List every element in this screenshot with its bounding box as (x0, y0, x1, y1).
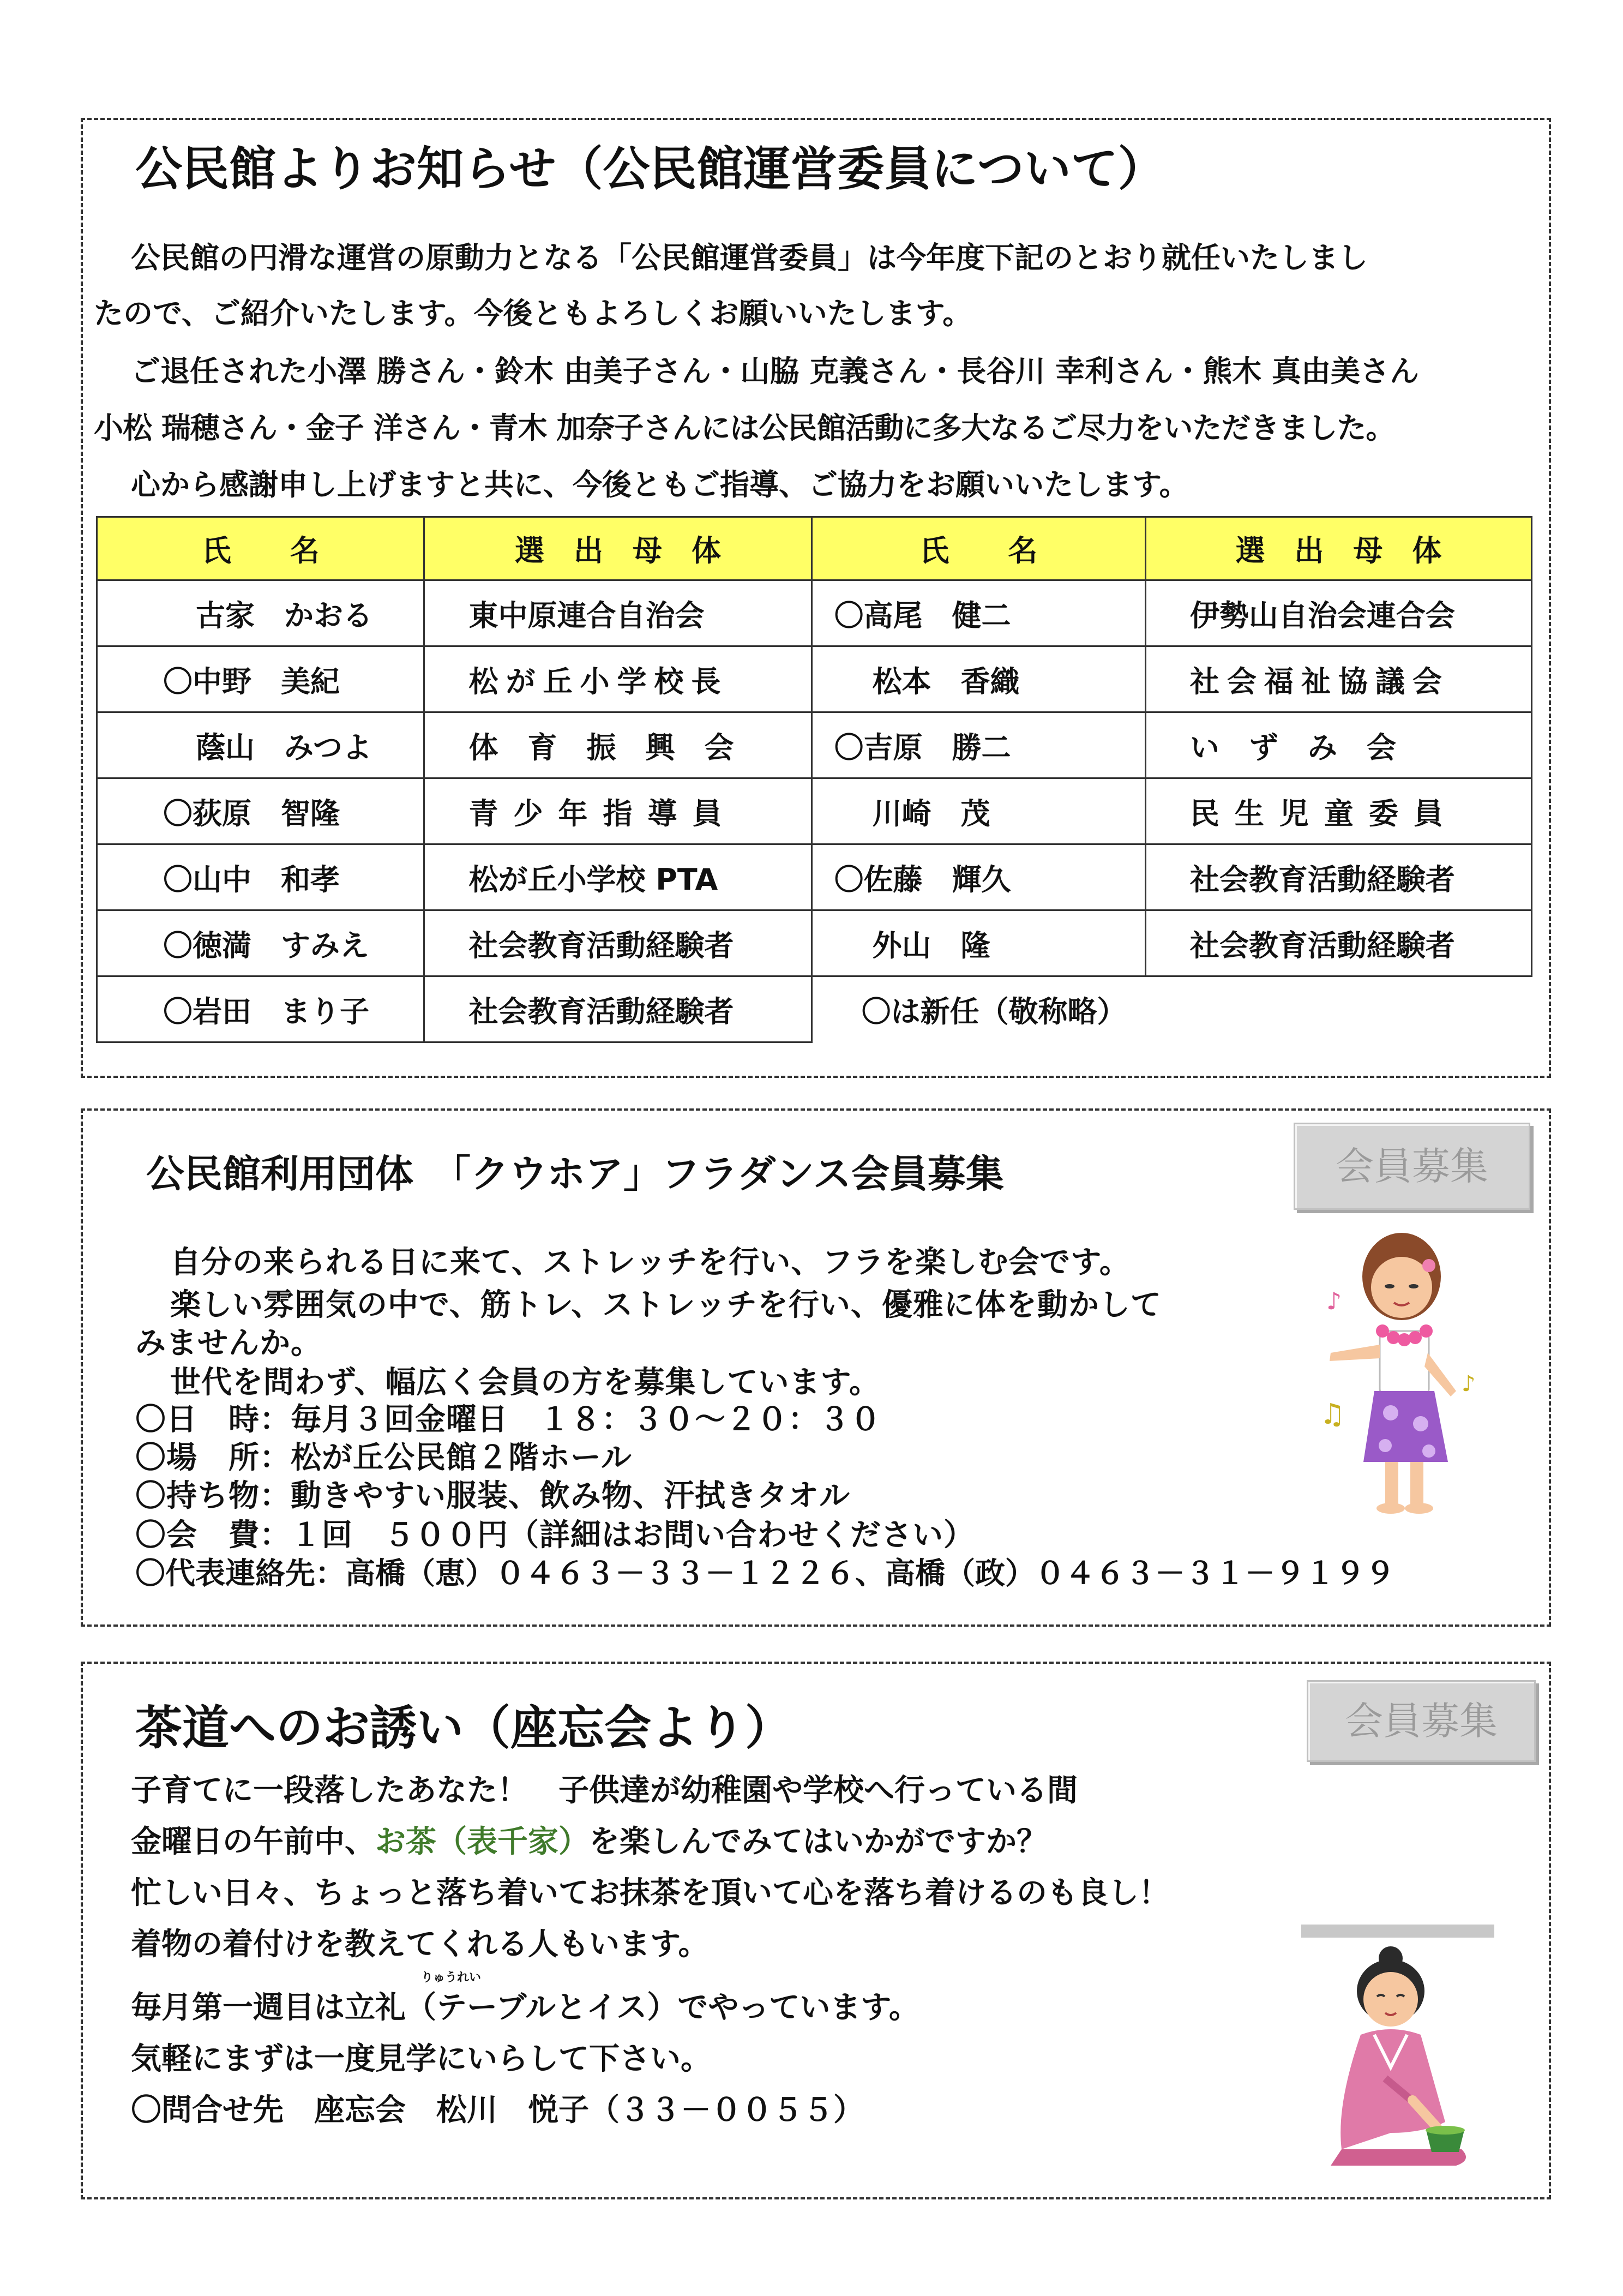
member-name: 〇岩田 まり子 (97, 976, 424, 1042)
svg-text:♪: ♪ (1326, 1287, 1342, 1315)
member-name: 外山 隆 (812, 910, 1145, 976)
member-org: 松が丘小学校 PTA (424, 844, 812, 910)
member-org: 体 育 振 興 会 (424, 712, 812, 778)
member-org: 社会教育活動経験者 (1145, 910, 1531, 976)
tea-illustration-shelf (1301, 1925, 1494, 1938)
member-name: 川崎 茂 (812, 778, 1145, 844)
member-name: 蔭山 みつよ (97, 712, 424, 778)
hula-place: 〇場 所：松が丘公民館２階ホール (135, 1440, 632, 1476)
tea-line-2 (131, 1818, 1047, 1861)
member-name: 古家 かおる (97, 580, 424, 646)
table-note-cell: 〇は新任（敬称略） (812, 976, 1531, 1042)
member-org: 社会教育活動経験者 (424, 976, 812, 1042)
tea-line-5: 毎月第一週目は立礼（テーブルとイス）でやっています。 (131, 1990, 919, 2025)
member-name: 〇吉原 勝二 (812, 712, 1145, 778)
tea-line-1: 子育てに一段落したあなた！ 子供達が幼稚園や学校へ行っている間 (131, 1773, 1078, 1808)
table-row (97, 580, 1532, 646)
hula-title: 公民館利用団体 「クウホア」フラダンス会員募集 (146, 1152, 1004, 1196)
svg-text:♪: ♪ (1462, 1371, 1476, 1396)
tea-line-6: 気軽にまずは一度見学にいらして下さい。 (131, 2041, 711, 2077)
tea-line-2-post: を楽しんでみてはいかがですか？ (589, 1824, 1047, 1860)
notice-paragraph-line-2: たので、ご紹介いたします。今後ともよろしくお願いいたします。 (94, 296, 972, 331)
hula-dancer-illustration (1298, 1227, 1483, 1533)
tea-line-4: 着物の着付けを教えてくれる人もいます。 (131, 1927, 709, 1962)
table-header-row (97, 517, 1532, 580)
hula-recruit-badge: 会員募集 (1294, 1123, 1530, 1210)
member-org: 松が丘小学校長 (424, 646, 812, 712)
notice-paragraph-line-3: ご退任された小澤 勝さん・鈴木 由美子さん・山脇 克義さん・長谷川 幸利さん・熊木 真由美さん (131, 354, 1419, 388)
header-name-1: 氏 名 (97, 517, 424, 580)
notice-paragraph-line-1: 公民館の円滑な運営の原動力となる「公民館運営委員」は今年度下記のとおり就任いたしまし (131, 241, 1368, 275)
table-row (97, 844, 1532, 910)
header-org-2: 選 出 母 体 (1145, 517, 1531, 580)
member-name: 〇中野 美紀 (97, 646, 424, 712)
member-org: 東中原連合自治会 (424, 580, 812, 646)
tea-ceremony-illustration (1309, 1942, 1494, 2177)
member-name: 〇徳満 すみえ (97, 910, 424, 976)
hula-fee: 〇会 費：１回 ５００円（詳細はお問い合わせください） (135, 1518, 975, 1553)
committee-table (96, 516, 1532, 1043)
member-org: 民生児童委員 (1145, 778, 1531, 844)
tea-school-name: お茶（表千家） (375, 1824, 589, 1860)
svg-text:♫: ♫ (1320, 1398, 1345, 1431)
hula-belongings: 〇持ち物：動きやすい服装、飲み物、汗拭きタオル (135, 1478, 850, 1514)
tea-title: 茶道へのお誘い（座忘会より） (135, 1700, 792, 1755)
member-org: 伊勢山自治会連合会 (1145, 580, 1531, 646)
member-org: い ず み 会 (1145, 712, 1531, 778)
hula-line-4: 世代を問わず、幅広く会員の方を募集しています。 (170, 1365, 881, 1400)
table-row (97, 976, 1532, 1042)
notice-title: 公民館よりお知らせ（公民館運営委員について） (135, 142, 1165, 196)
member-org: 青少年指導員 (424, 778, 812, 844)
hula-line-2: 楽しい雰囲気の中で、筋トレ、ストレッチを行い、優雅に体を動かして (170, 1287, 1162, 1323)
table-row (97, 646, 1532, 712)
table-row (97, 910, 1532, 976)
member-org: 社会教育活動経験者 (424, 910, 812, 976)
notice-paragraph-line-4: 小松 瑞穂さん・金子 洋さん・青木 加奈子さんには公民館活動に多大なるご尽力をいただきました。 (94, 411, 1395, 445)
notice-paragraph-line-5: 心から感謝申し上げますと共に、今後ともご指導、ご協力をお願いいたします。 (131, 467, 1189, 502)
tea-ruby-ryurei: りゅうれい (421, 1971, 482, 1985)
tea-line-2-pre: 金曜日の午前中、 (131, 1824, 375, 1860)
tea-line-3: 忙しい日々、ちょっと落ち着いてお抹茶を頂いて心を落ち着けるのも良し！ (131, 1875, 1169, 1911)
member-org: 社会教育活動経験者 (1145, 844, 1531, 910)
member-name: 松本 香織 (812, 646, 1145, 712)
table-row (97, 778, 1532, 844)
table-row (97, 712, 1532, 778)
hula-line-3: みませんか。 (135, 1326, 322, 1361)
header-name-2: 氏 名 (812, 517, 1145, 580)
member-name: 〇高尾 健二 (812, 580, 1145, 646)
member-org: 社会福祉協議会 (1145, 646, 1531, 712)
member-name: 〇山中 和孝 (97, 844, 424, 910)
member-name: 〇佐藤 輝久 (812, 844, 1145, 910)
hula-contact: 〇代表連絡先：高橋（恵）０４６３－３３－１２２６、高橋（政）０４６３－３１－９１９９ (135, 1556, 1396, 1591)
tea-contact: 〇問合せ先 座忘会 松川 悦子（３３－００５５） (131, 2093, 864, 2128)
header-org-1: 選 出 母 体 (424, 517, 812, 580)
hula-date-time: 〇日 時：毎月３回金曜日 １８：３０～２０：３０ (135, 1402, 881, 1437)
hula-line-1: 自分の来られる日に来て、ストレッチを行い、フラを楽しむ会です。 (170, 1245, 1131, 1280)
member-name: 〇荻原 智隆 (97, 778, 424, 844)
tea-recruit-badge: 会員募集 (1307, 1680, 1536, 1762)
